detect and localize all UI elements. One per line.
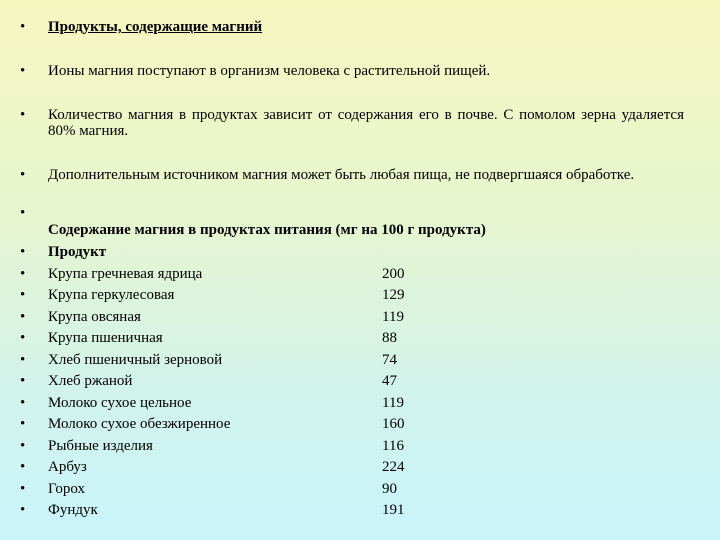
- table-row-value: 88: [382, 330, 397, 346]
- table-row-product: Крупа гречневая ядрица: [48, 266, 203, 282]
- table-row-value: 224: [382, 459, 405, 475]
- slide-title: Продукты, содержащие магний: [48, 19, 263, 35]
- bullet: •: [20, 459, 26, 475]
- table-row-value: 74: [382, 352, 397, 368]
- bullet: •: [20, 309, 26, 325]
- table-row-value: 119: [382, 309, 404, 325]
- paragraph: Дополнительным источником магния может быть любая пища, не подвергшаяся обработке.: [48, 167, 635, 183]
- table-row-value: 129: [382, 287, 405, 303]
- table-row-value: 47: [382, 373, 397, 389]
- table-row-value: 200: [382, 266, 405, 282]
- table-row-product: Рыбные изделия: [48, 438, 153, 454]
- table-row-value: 90: [382, 481, 397, 497]
- table-row-product: Фундук: [48, 502, 98, 518]
- bullet: •: [20, 205, 26, 221]
- table-row-value: 119: [382, 395, 404, 411]
- bullet: •: [20, 352, 26, 368]
- column-header: Продукт: [48, 244, 107, 260]
- bullet: •: [20, 373, 26, 389]
- table-row-product: Крупа овсяная: [48, 309, 141, 325]
- table-row-product: Крупа пшеничная: [48, 330, 163, 346]
- table-row-product: Крупа геркулесовая: [48, 287, 175, 303]
- bullet: •: [20, 330, 26, 346]
- paragraph: Ионы магния поступают в организм человека с растительной пищей.: [48, 63, 491, 79]
- bullet: •: [20, 287, 26, 303]
- bullet: •: [20, 438, 26, 454]
- table-heading: Содержание магния в продуктах питания (мг на 100 г продукта): [48, 222, 486, 238]
- bullet: •: [20, 167, 26, 183]
- table-row-product: Молоко сухое обезжиренное: [48, 416, 231, 432]
- bullet: •: [20, 416, 26, 432]
- bullet: •: [20, 266, 26, 282]
- table-row-product: Молоко сухое цельное: [48, 395, 192, 411]
- paragraph: Количество магния в продуктах зависит от содержания его в почве. С помолом зерна удаляется 80% магния.: [48, 107, 684, 139]
- bullet: •: [20, 395, 26, 411]
- table-row-value: 116: [382, 438, 404, 454]
- table-row-product: Хлеб пшеничный зерновой: [48, 352, 223, 368]
- table-row-product: Хлеб ржаной: [48, 373, 133, 389]
- bullet: •: [20, 19, 26, 35]
- bullet: •: [20, 107, 26, 123]
- bullet: •: [20, 502, 26, 518]
- table-row-product: Горох: [48, 481, 85, 497]
- bullet: •: [20, 481, 26, 497]
- bullet: •: [20, 244, 26, 260]
- bullet: •: [20, 63, 26, 79]
- table-row-product: Арбуз: [48, 459, 87, 475]
- table-row-value: 160: [382, 416, 405, 432]
- table-row-value: 191: [382, 502, 405, 518]
